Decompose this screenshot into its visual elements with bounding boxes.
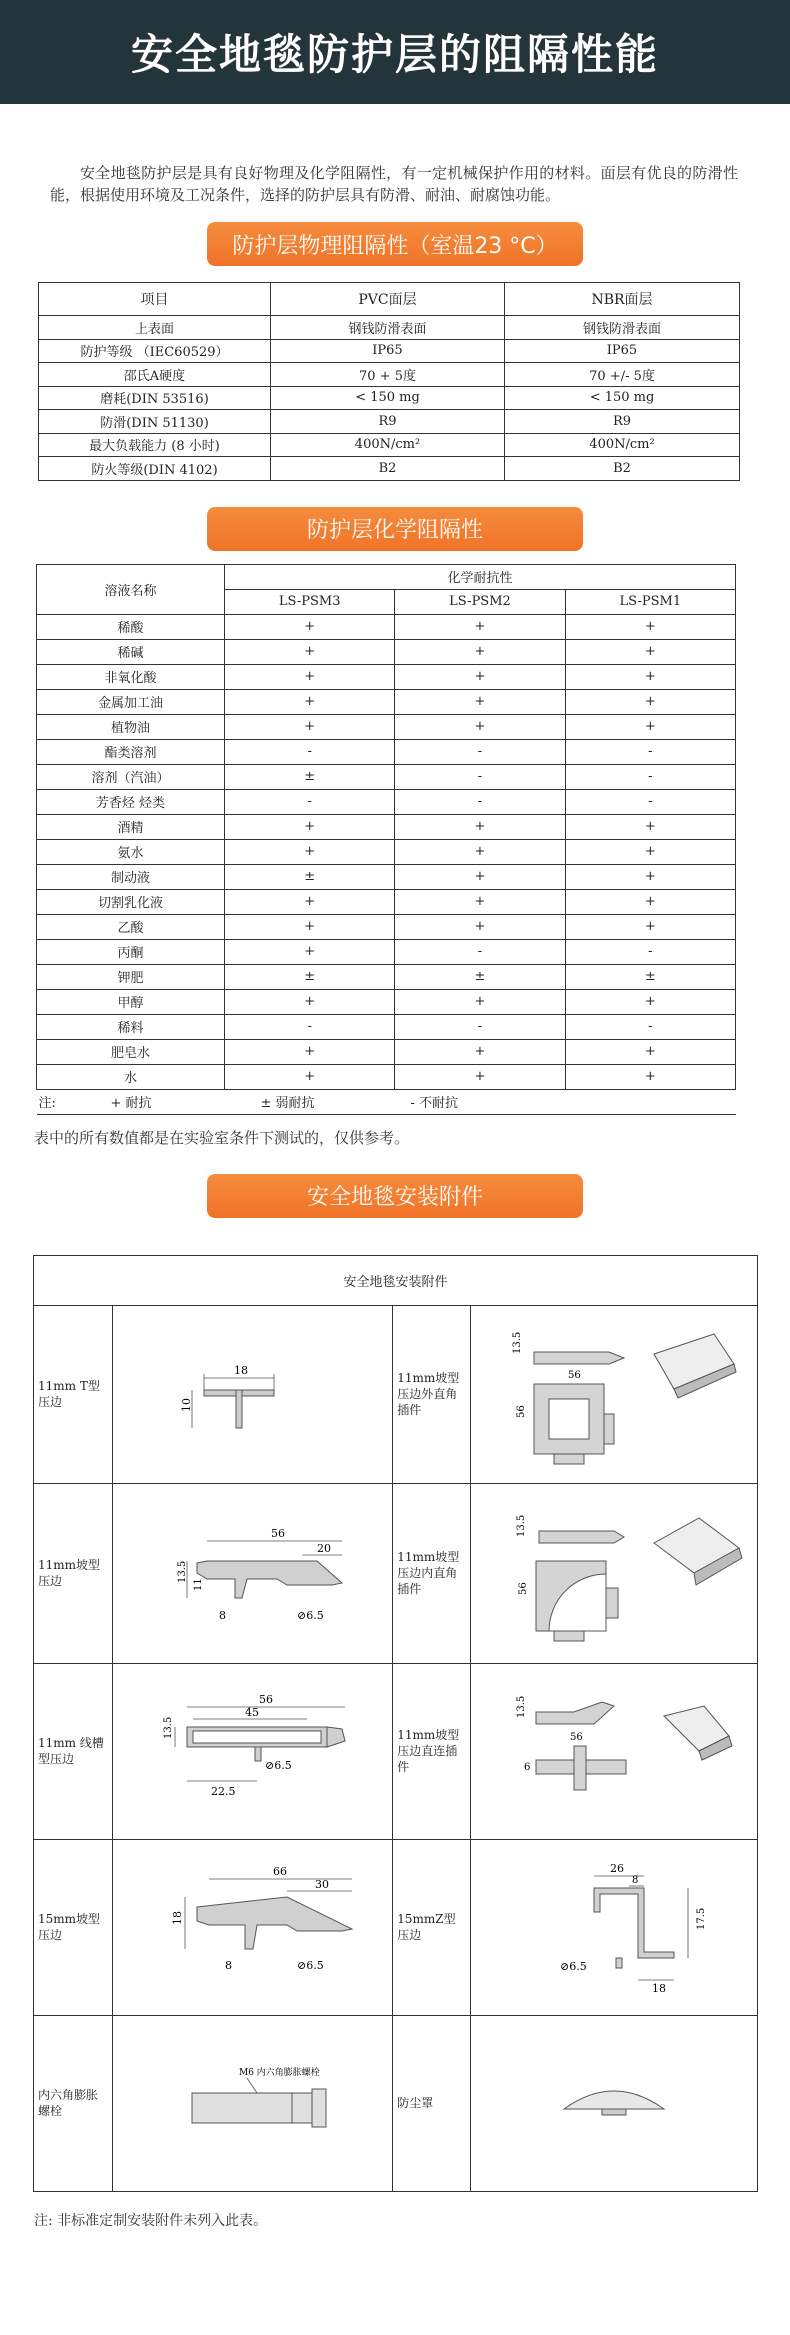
inner-corner-drawing [471,1483,758,1663]
dim-label: 45 [245,1706,260,1719]
section-title-chemical: 防护层化学阻隔性 [207,507,583,551]
dim-label: ⊘6.5 [265,1759,293,1772]
table-row [39,363,740,387]
table-cell: 70 + 5度 [271,363,505,387]
legend-resist: + 耐抗 [110,1096,152,1111]
table-cell: + [225,639,395,664]
table-row [37,739,736,764]
table-row [39,386,740,410]
table-row [37,939,736,964]
table-cell: 金属加工油 [37,689,225,714]
table-cell: + [395,839,565,864]
column-header: 项目 [39,283,271,316]
table-cell: ± [395,964,565,989]
table-cell: 甲醇 [37,989,225,1014]
table-cell: - [395,1014,565,1039]
table-cell: + [225,1064,395,1089]
table-cell: + [565,864,735,889]
table-cell: IP65 [271,339,505,363]
table-cell: 乙酸 [37,914,225,939]
table-row [39,316,740,340]
dim-label: 13.5 [177,1560,189,1583]
dim-label: 8 [225,1959,233,1972]
dust-cap-drawing [471,2015,758,2191]
item-label: 11mm坡型压边 [34,1483,113,1663]
item-label: 11mm T型压边 [34,1305,113,1483]
table-cell: + [565,989,735,1014]
table-cell: + [225,1039,395,1064]
table-cell: + [395,989,565,1014]
table-row [37,1014,736,1039]
dim-label: 8 [632,1875,639,1886]
accessories-table [33,1255,758,2192]
table-cell: B2 [271,457,505,481]
table-row [37,864,736,889]
item-label: 11mm坡型压边内直角插件 [393,1483,471,1663]
test-caption: 表中的所有数值都是在实验室条件下测试的，仅供参考。 [34,1128,410,1147]
table-cell: + [565,839,735,864]
table-row [39,457,740,481]
table-row [39,410,740,434]
item-label: 11mm坡型压边直连插件 [393,1663,471,1839]
table-cell: - [395,939,565,964]
dim-label: 56 [518,1582,530,1595]
table-cell: 酯类溶剂 [37,739,225,764]
table-cell: + [565,714,735,739]
legend-weak: ± 弱耐抗 [260,1096,315,1111]
table-cell: + [225,689,395,714]
dim-label: 13.5 [516,1695,528,1718]
dim-label: 6 [524,1762,531,1773]
table-cell: 非氧化酸 [37,664,225,689]
dim-label: 56 [568,1370,581,1381]
table-row [37,989,736,1014]
table-cell: + [395,664,565,689]
table-cell: + [225,914,395,939]
table-cell: R9 [271,410,505,434]
dim-label: ⊘6.5 [297,1609,325,1622]
dim-label: 18 [234,1364,249,1377]
table-cell: + [565,614,735,639]
channel-profile-drawing [112,1663,393,1839]
table-cell: - [565,789,735,814]
chemical-table [36,564,736,1115]
dim-label: 56 [570,1732,583,1743]
dim-label: 66 [273,1865,288,1878]
table-cell: + [225,814,395,839]
table-cell: + [225,889,395,914]
table-row [37,1039,736,1064]
physical-table [38,282,740,481]
table-cell: 70 +/- 5度 [505,363,740,387]
table-cell: + [225,714,395,739]
section-title-accessories: 安全地毯安装附件 [207,1174,583,1218]
table-cell: 肥皂水 [37,1039,225,1064]
table-cell: 邵氏A硬度 [39,363,271,387]
table-cell: ± [225,964,395,989]
table-row [37,1064,736,1089]
table-cell: 400N/cm² [271,433,505,457]
column-header: PVC面层 [271,283,505,316]
legend-note [37,1089,736,1114]
table-cell: B2 [505,457,740,481]
table-cell: ± [225,864,395,889]
bolt-label: M6 内六角膨胀螺栓 [239,2068,321,2078]
table-cell: + [565,1039,735,1064]
dim-label: 26 [610,1862,625,1875]
footnote: 注: 非标准定制安装附件未列入此表。 [34,2212,268,2229]
table-cell: 上表面 [39,316,271,340]
section-title-physical: 防护层物理阻隔性（室温23 °C） [207,222,583,266]
dim-label: 22.5 [211,1785,236,1798]
dim-label: ⊘6.5 [297,1959,325,1972]
dim-label: 20 [317,1542,332,1555]
ramp15-profile-drawing [112,1839,393,2015]
dim-label: 13.5 [163,1716,175,1739]
dim-label: 18 [652,1982,667,1995]
table-cell: + [395,914,565,939]
table-row [37,839,736,864]
item-label: 11mm坡型压边外直角插件 [393,1305,471,1483]
page-header [0,0,790,104]
table-cell: 400N/cm² [505,433,740,457]
table-cell: + [395,889,565,914]
table-row [37,714,736,739]
dim-label: 10 [180,1398,194,1412]
table-row [37,814,736,839]
table-cell: + [225,939,395,964]
table-cell: + [565,664,735,689]
table-cell: + [225,614,395,639]
item-label: 15mmZ型压边 [393,1839,471,2015]
connector-drawing [471,1663,758,1839]
legend-label: 注: [38,1096,56,1111]
table-cell: 稀料 [37,1014,225,1039]
table-cell: + [395,714,565,739]
table-cell: 磨耗(DIN 53516) [39,386,271,410]
dim-label: 56 [516,1405,528,1418]
table-cell: - [225,739,395,764]
table-row [37,689,736,714]
table-cell: + [395,614,565,639]
table-cell: + [565,814,735,839]
column-header: NBR面层 [505,283,740,316]
table-cell: + [565,914,735,939]
table-cell: + [395,864,565,889]
outer-corner-drawing [471,1305,758,1483]
dim-label: 13.5 [516,1514,528,1537]
table-cell: + [395,639,565,664]
table-cell: + [225,989,395,1014]
table-cell: 稀碱 [37,639,225,664]
table-row [37,639,736,664]
table-cell: 芳香烃 烃类 [37,789,225,814]
table-cell: 最大负载能力 (8 小时) [39,433,271,457]
table-cell: 防滑(DIN 51130) [39,410,271,434]
group-header: 化学耐抗性 [225,564,736,589]
item-label: 内六角膨胀螺栓 [34,2015,113,2191]
table-cell: ± [565,964,735,989]
dim-label: 56 [271,1527,286,1540]
dim-label: 13.5 [512,1331,524,1354]
table-cell: - [565,1014,735,1039]
col-name-header: 溶液名称 [37,564,225,614]
table-row [37,614,736,639]
page-title: 安全地毯防护层的阻隔性能 [130,30,659,79]
dim-label: 56 [259,1693,274,1706]
table-cell: ± [225,764,395,789]
table-cell: 稀酸 [37,614,225,639]
table-cell: - [565,739,735,764]
table-cell: + [395,689,565,714]
table-row [39,339,740,363]
table-cell: 酒精 [37,814,225,839]
table-cell: - [395,764,565,789]
table-row [37,889,736,914]
dim-label: 11 [193,1578,205,1591]
z-profile-drawing [471,1839,758,2015]
intro-paragraph: 安全地毯防护层是具有良好物理及化学阻隔性，有一定机械保护作用的材料。面层有优良的防滑性能，根据使用环境及工况条件，选择的防护层具有防滑、耐油、耐腐蚀功能。 [50,164,738,204]
table-cell: + [565,1064,735,1089]
table-cell: 钾肥 [37,964,225,989]
table-cell: + [225,839,395,864]
sub-header: LS-PSM2 [395,589,565,614]
dim-label: 17.5 [696,1907,708,1930]
accessories-caption: 安全地毯安装附件 [34,1255,758,1305]
ramp-profile-drawing [112,1483,393,1663]
table-cell: 防护等级 （IEC60529） [39,339,271,363]
legend-none: - 不耐抗 [410,1096,459,1111]
table-cell: 氨水 [37,839,225,864]
dim-label: 18 [171,1911,185,1925]
t-profile-drawing [112,1305,393,1483]
item-label: 15mm坡型压边 [34,1839,113,2015]
table-cell: + [565,689,735,714]
table-cell: 植物油 [37,714,225,739]
table-cell: 制动液 [37,864,225,889]
dim-label: 8 [219,1609,227,1622]
table-cell: - [395,739,565,764]
sub-header: LS-PSM3 [225,589,395,614]
table-row [37,664,736,689]
item-label: 11mm 线槽型压边 [34,1663,113,1839]
sub-header: LS-PSM1 [565,589,735,614]
table-cell: < 150 mg [271,386,505,410]
table-cell: + [565,639,735,664]
table-cell: - [395,789,565,814]
bolt-drawing [112,2015,393,2191]
table-row [39,433,740,457]
table-row [37,764,736,789]
table-cell: IP65 [505,339,740,363]
table-cell: 溶剂（汽油） [37,764,225,789]
table-cell: + [565,889,735,914]
table-row [37,914,736,939]
table-cell: + [395,814,565,839]
table-cell: - [225,789,395,814]
table-cell: + [395,1064,565,1089]
item-label: 防尘罩 [393,2015,471,2191]
table-cell: R9 [505,410,740,434]
table-cell: 钢钱防滑表面 [505,316,740,340]
table-cell: 钢钱防滑表面 [271,316,505,340]
table-cell: 切割乳化液 [37,889,225,914]
table-cell: - [565,764,735,789]
table-cell: - [565,939,735,964]
dim-label: 30 [315,1878,330,1891]
table-cell: 防火等级(DIN 4102) [39,457,271,481]
table-cell: - [225,1014,395,1039]
table-cell: + [395,1039,565,1064]
table-cell: 水 [37,1064,225,1089]
dim-label: ⊘6.5 [560,1960,587,1973]
table-row [37,789,736,814]
table-cell: < 150 mg [505,386,740,410]
table-cell: + [225,664,395,689]
table-row [37,964,736,989]
table-cell: 丙酮 [37,939,225,964]
